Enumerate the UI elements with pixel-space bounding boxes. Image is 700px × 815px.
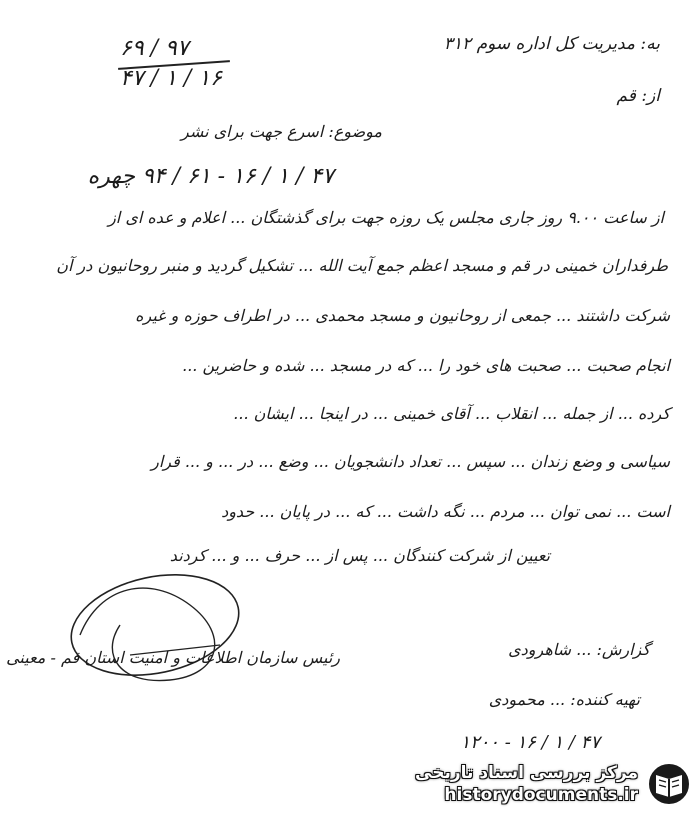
recipient-line: به: مدیریت کل اداره سوم ۳۱۲ <box>443 34 660 54</box>
watermark-title: مرکز بررسی اسناد تاریخی <box>415 763 638 783</box>
watermark-text <box>415 763 638 805</box>
body-line: تعیین از شرکت کنندگان ... پس از ... حرف ... و ... کردند <box>169 546 550 565</box>
reference-number: ۶۹ / ۹۷ <box>120 36 189 61</box>
watermark <box>415 761 692 807</box>
signature-left-text: رئیس سازمان اطلاعات و امنیت استان قم - معینی <box>6 648 340 667</box>
signature-right-reporter: گزارش: ... شاهرودی <box>508 640 650 659</box>
body-line: است ... نمی توان ... مردم ... نگه داشت ... که ... در پایان ... حدود <box>221 502 670 521</box>
subject-line: موضوع: اسرع جهت برای نشر <box>181 122 382 141</box>
body-line: کرده ... از جمله ... انقلاب ... آقای خمینی ... در اینجا ... ایشان ... <box>233 404 670 423</box>
archive-book-logo-icon <box>646 761 692 807</box>
signature-scribble-icon <box>60 565 260 695</box>
watermark-url: historydocuments.ir <box>444 785 638 805</box>
sender-line: از: قم <box>616 86 660 106</box>
body-line: شرکت داشتند ... جمعی از روحانیون و مسجد محمدی ... در اطراف حوزه و غیره <box>135 306 670 325</box>
signature-right-preparer: تهیه کننده: ... محمودی <box>488 690 640 709</box>
body-line: انجام صحبت ... صحبت های خود را ... که در مسجد ... شده و حاضرین ... <box>182 356 670 375</box>
document-date: ۴۷ / ۱ / ۱۶ - ۶۱ / ۹۴ چهره <box>87 164 334 189</box>
signature-date: ۴۷ / ۱ / ۱۶ - ۱۲۰۰ <box>460 732 600 753</box>
body-line: طرفداران خمینی در قم و مسجد اعظم جمع آیت الله ... تشکیل گردید و منبر روحانیون در آن <box>56 256 668 275</box>
reference-date: ۴۷ / ۱ / ۱۶ <box>120 66 222 91</box>
body-line: از ساعت ۹.۰۰ روز جاری مجلس یک روزه جهت برای گذشتگان ... اعلام و عده ای از <box>108 208 664 227</box>
body-line: سیاسی و وضع زندان ... سپس ... تعداد دانشجویان ... وضع ... در ... و ... قرار <box>151 452 670 471</box>
